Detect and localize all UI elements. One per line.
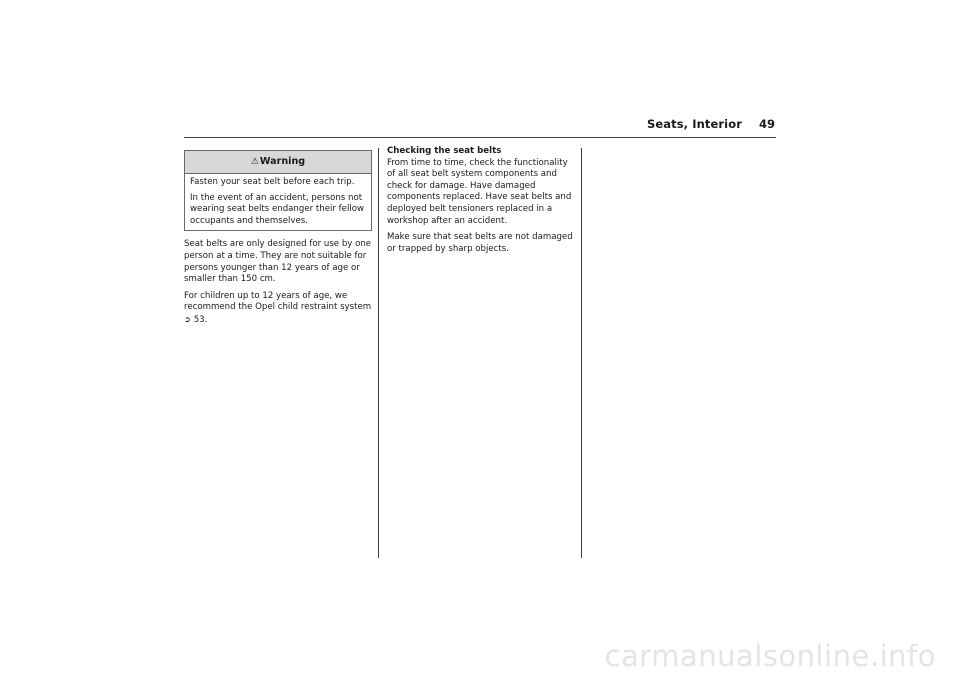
section-title: Seats, Interior [646,117,742,131]
column-divider-left [378,148,379,558]
body-paragraph: Make sure that seat belts are not damaged or trapped by sharp objects. [387,232,573,254]
middle-column [387,146,575,260]
left-column [184,150,372,332]
cross-reference-page[interactable]: 53. [193,314,208,325]
warning-header [185,151,371,174]
warning-body [185,174,371,230]
warning-line: In the event of an accident, persons not wearing seat belts endanger their fellow occupants and themselves. [190,192,365,226]
page-header [184,113,776,137]
body-paragraph: From time to time, check the functionality of all seat belt system components and check for damage. Have damaged components replaced. Have seat belts and deployed belt tensioners replaced in a workshop after an accident. [387,157,572,226]
body-paragraph: Seat belts are only designed for use by one person at a time. They are not suitable for persons younger than 12 years of age or smaller than 150 cm. [184,239,372,285]
column-divider-right [581,148,582,558]
watermark: carmanualsonline.info [604,639,936,673]
body-paragraph [184,291,372,327]
warning-triangle-icon: ⚠ [250,157,259,167]
header-divider [184,137,776,138]
cross-reference-icon: ➲ [184,314,191,324]
page-number: 49 [758,117,775,131]
section-block [387,146,575,227]
section-heading: Checking the seat belts [387,146,502,156]
body-paragraph-text: For children up to 12 years of age, we recommend the Opel child restraint system [184,290,372,313]
warning-line: Fasten your seat belt before each trip. [190,177,355,187]
warning-title: Warning [259,156,306,167]
warning-box [184,150,372,231]
